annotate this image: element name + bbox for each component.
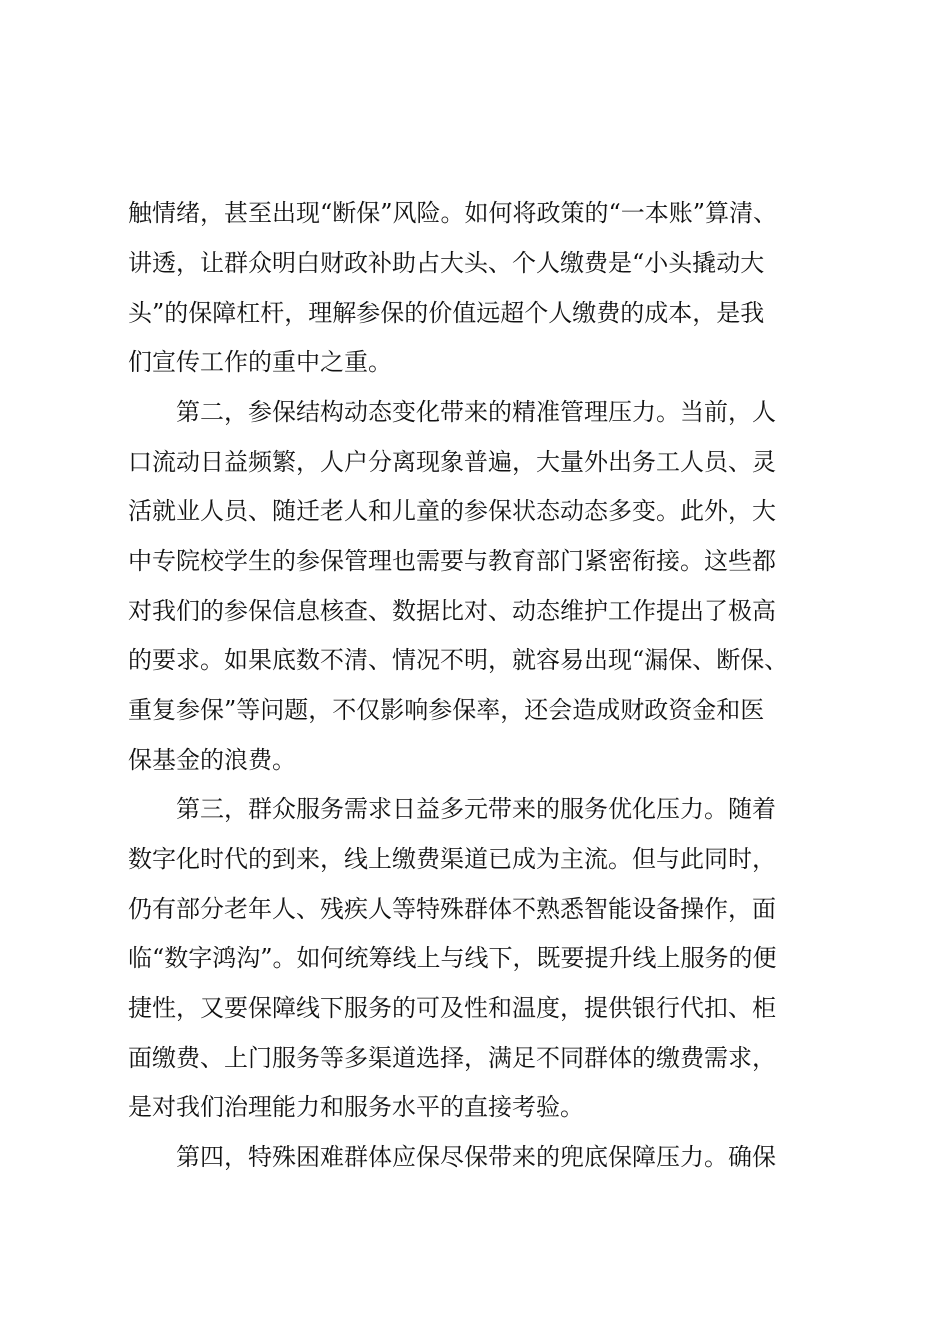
text-line: 数字化时代的到来，线上缴费渠道已成为主流。但与此同时， [128,845,776,873]
text-line: 头”的保障杠杆，理解参保的价值远超个人缴费的成本，是我 [128,299,765,327]
text-line: 的要求。如果底数不清、情况不明，就容易出现“漏保、断保、 [128,646,789,674]
text-line: 临“数字鸿沟”。如何统筹线上与线下，既要提升线上服务的便 [128,944,777,972]
paragraph-first-line: 第三，群众服务需求日益多元带来的服务优化压力。随着 [176,795,776,823]
text-line: 捷性，又要保障线下服务的可及性和温度，提供银行代扣、柜 [128,994,776,1022]
text-line: 口流动日益频繁，人户分离现象普遍，大量外出务工人员、灵 [128,448,776,476]
text-line: 们宣传工作的重中之重。 [128,348,392,376]
text-line: 讲透，让群众明白财政补助占大头、个人缴费是“小头撬动大 [128,249,765,277]
paragraph-first-line: 第二，参保结构动态变化带来的精准管理压力。当前，人 [176,398,776,426]
text-line: 保基金的浪费。 [128,746,296,774]
text-line: 触情绪，甚至出现“断保”风险。如何将政策的“一本账”算清、 [128,199,778,227]
text-line: 仍有部分老年人、残疾人等特殊群体不熟悉智能设备操作，面 [128,895,776,923]
text-line: 对我们的参保信息核查、数据比对、动态维护工作提出了极高 [128,597,776,625]
text-line: 面缴费、上门服务等多渠道选择，满足不同群体的缴费需求， [128,1044,776,1072]
text-line: 重复参保”等问题，不仅影响参保率，还会造成财政资金和医 [128,696,765,724]
text-line: 中专院校学生的参保管理也需要与教育部门紧密衔接。这些都 [128,547,776,575]
text-line: 活就业人员、随迁老人和儿童的参保状态动态多变。此外，大 [128,497,776,525]
text-line: 是对我们治理能力和服务水平的直接考验。 [128,1093,584,1121]
paragraph-first-line: 第四，特殊困难群体应保尽保带来的兜底保障压力。确保 [176,1143,776,1171]
